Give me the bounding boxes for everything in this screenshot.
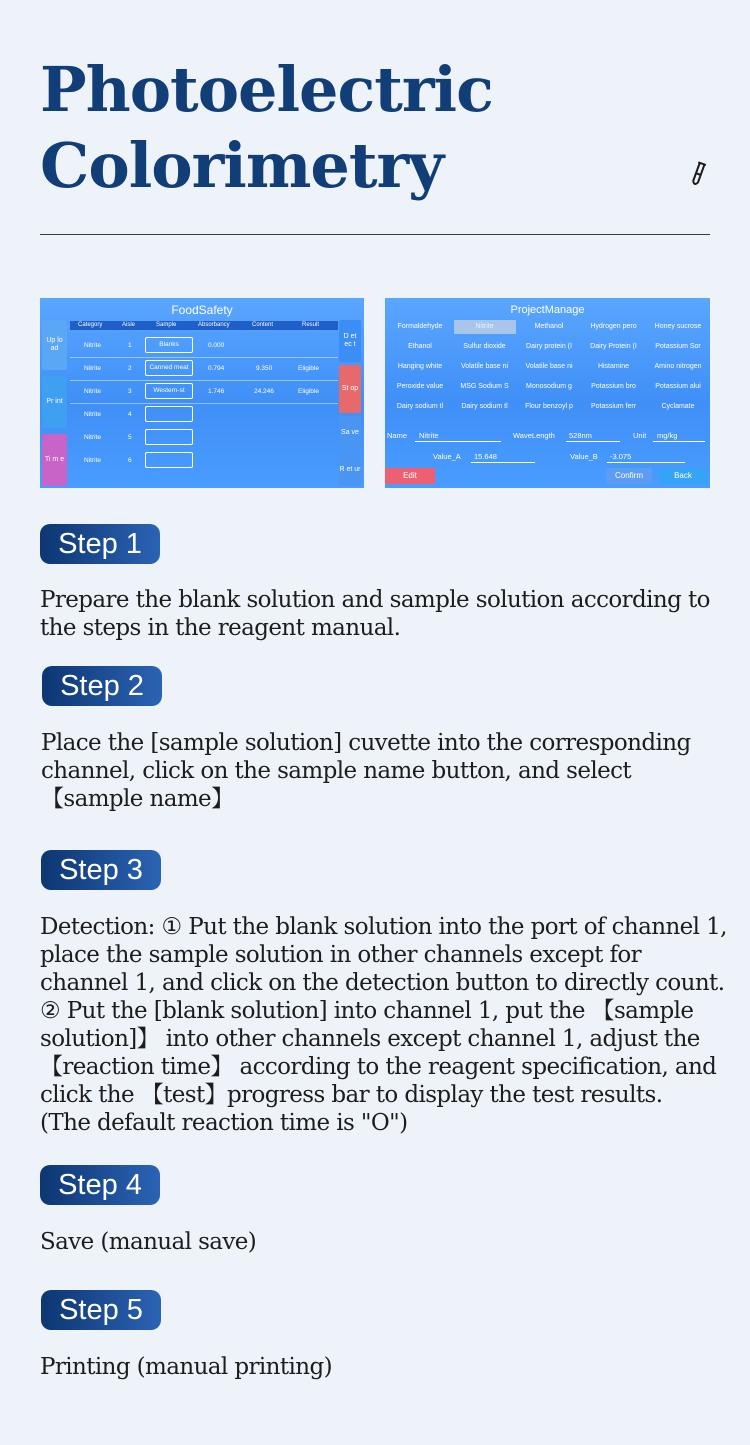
table-header [70, 321, 338, 330]
sample-name-button[interactable]: Western-st [145, 383, 193, 399]
stop-button[interactable]: St op [339, 365, 361, 413]
wavelength-label: WaveLength [513, 431, 555, 440]
project-item[interactable]: Sulfur dioxide [463, 343, 506, 350]
project-item[interactable]: Amino nitrogen [654, 363, 702, 370]
value-b[interactable]: -3.075 [610, 452, 632, 461]
sample-name-button[interactable] [145, 429, 193, 445]
row-category: Nitrite [84, 434, 101, 441]
project-item[interactable]: Dairy sodium tl [461, 403, 508, 410]
project-item[interactable]: Honey sucrose [654, 323, 702, 330]
row-category: Nitrite [84, 365, 101, 372]
step-3-badge: Step 3 [41, 850, 161, 890]
title-line-2: Colorimetry [40, 129, 444, 202]
step-1-badge: Step 1 [40, 524, 160, 564]
table-row [70, 336, 338, 356]
project-manage-screenshot [385, 298, 710, 488]
sample-name-button[interactable] [145, 452, 193, 468]
value-b-label: Value_B [570, 452, 598, 461]
row-absorbancy: 0.794 [208, 365, 225, 372]
header-content: Content [252, 322, 274, 328]
row-divider [70, 357, 338, 358]
project-item[interactable]: Cyclamate [661, 403, 695, 410]
project-item[interactable]: Dairy sodium tl [396, 403, 444, 410]
row-result: Eligible [298, 388, 319, 395]
step-1-text: Prepare the blank solution and sample solution according to the steps in the reagent manual. [40, 587, 710, 641]
print-button[interactable]: Pr int [42, 376, 67, 428]
detect-button[interactable]: D et ec t [339, 320, 361, 362]
edit-button[interactable]: Edit [385, 468, 435, 484]
project-item[interactable]: Hydrogen pero [590, 323, 637, 330]
table-row [70, 405, 338, 425]
row-category: Nitrite [84, 342, 101, 349]
screen2-title: ProjectManage [510, 304, 585, 316]
row-divider [70, 403, 338, 404]
step-5-text: Printing (manual printing) [40, 1354, 332, 1380]
table-row [70, 382, 338, 402]
project-item[interactable]: Formaldehyde [397, 323, 443, 330]
save-button[interactable]: Sa ve [339, 416, 361, 450]
step-2-badge: Step 2 [42, 666, 162, 706]
name-underline [415, 441, 501, 442]
step-3-note: (The default reaction time is "O") [40, 1110, 408, 1136]
row-absorbancy: 1.746 [208, 388, 225, 395]
row-content: 9.350 [256, 365, 273, 372]
project-item[interactable]: Volatile base ni [460, 363, 509, 370]
row-divider [70, 380, 338, 381]
project-item[interactable]: Nitrite [454, 320, 516, 334]
header-result: Result [302, 322, 320, 328]
sample-name-button[interactable] [145, 406, 193, 422]
step-5-badge: Step 5 [41, 1290, 161, 1330]
sample-name-button[interactable]: Blanks [145, 337, 193, 353]
row-result: Eligible [298, 365, 319, 372]
project-item[interactable]: Ethanol [408, 343, 432, 350]
header-category: Category [78, 322, 103, 328]
confirm-button[interactable]: Confirm [606, 468, 652, 484]
header-sample: Sample [156, 322, 177, 328]
row-aisle: 2 [128, 365, 132, 372]
value-a[interactable]: 15.648 [474, 452, 497, 461]
header-aisle: Aisle [122, 322, 136, 328]
value-a-label: Value_A [433, 452, 461, 461]
project-item[interactable]: Potassium Sor [655, 343, 701, 350]
row-category: Nitrite [84, 411, 101, 418]
wavelength-underline [566, 441, 620, 442]
screen1-title: FoodSafety [171, 303, 233, 317]
project-item[interactable]: Dairy protein (I [526, 343, 572, 350]
unit-label: Unit [633, 431, 647, 440]
row-aisle: 5 [128, 434, 132, 441]
row-aisle: 3 [128, 388, 132, 395]
wavelength-value[interactable]: 528nm [569, 431, 592, 440]
back-button[interactable]: Back [659, 468, 707, 484]
project-item[interactable]: Hanging white [397, 363, 443, 370]
title-line-1: Photoelectric [40, 53, 493, 126]
time-button[interactable]: Ti m e [42, 434, 67, 486]
table-row [70, 451, 338, 471]
row-aisle: 6 [128, 457, 132, 464]
step-3-text: Detection: ① Put the blank solution into the port of channel 1, place the sample solution in other channels except for channel 1, and click on the detection button to directly count. ② Put the [blank solution] into channel 1, put the 【sample solution]】 into other channels except channel 1, adjust the 【reaction time】 according to the reagent specification, and click the 【test】progress bar to display the test results. [40, 914, 727, 1108]
value-a-underline [471, 462, 535, 463]
table-row [70, 359, 338, 379]
sample-name-button[interactable]: Canned meat [145, 360, 193, 376]
table-row [70, 428, 338, 448]
step-4-badge: Step 4 [40, 1165, 160, 1205]
row-aisle: 1 [128, 342, 132, 349]
project-item[interactable]: Dairy Protein (I [590, 343, 637, 350]
unit-value[interactable]: mg/kg [657, 431, 678, 440]
name-label: Name [387, 431, 408, 440]
project-item[interactable]: Potassium alui [655, 383, 701, 390]
row-category: Nitrite [84, 457, 101, 464]
header-absorbancy: Absorbancy [198, 322, 230, 328]
row-absorbancy: 0.000 [208, 342, 225, 349]
row-aisle: 4 [128, 411, 132, 418]
project-item[interactable]: Histamine [597, 363, 630, 370]
project-item[interactable]: Monosodium g [526, 383, 572, 390]
unit-underline [653, 441, 705, 442]
step-2-text: Place the [sample solution] cuvette into the corresponding channel, click on the sample name button, and select 【sample name】 [41, 730, 691, 812]
food-safety-screenshot [40, 298, 364, 488]
project-item[interactable]: Potassium bro [591, 383, 636, 390]
project-item[interactable]: Volatile base ni [525, 363, 573, 370]
project-item[interactable]: Potassium ferr [590, 403, 637, 410]
test-tube-icon [686, 160, 710, 190]
project-item[interactable]: Methanol [534, 323, 564, 330]
divider [40, 234, 710, 235]
step-4-text: Save (manual save) [40, 1229, 257, 1255]
project-item[interactable]: Flour benzoyl p [525, 403, 573, 410]
upload-button[interactable]: Up lo ad [42, 320, 67, 370]
project-item[interactable]: MSG Sodium S [460, 383, 509, 390]
row-category: Nitrite [84, 388, 101, 395]
value-b-underline [607, 462, 685, 463]
return-button[interactable]: R et ur [339, 453, 361, 486]
row-content: 24.246 [254, 388, 274, 395]
project-item[interactable]: Peroxide value [396, 383, 444, 390]
page-title [40, 52, 493, 204]
name-value[interactable]: Nitrite [419, 431, 439, 440]
